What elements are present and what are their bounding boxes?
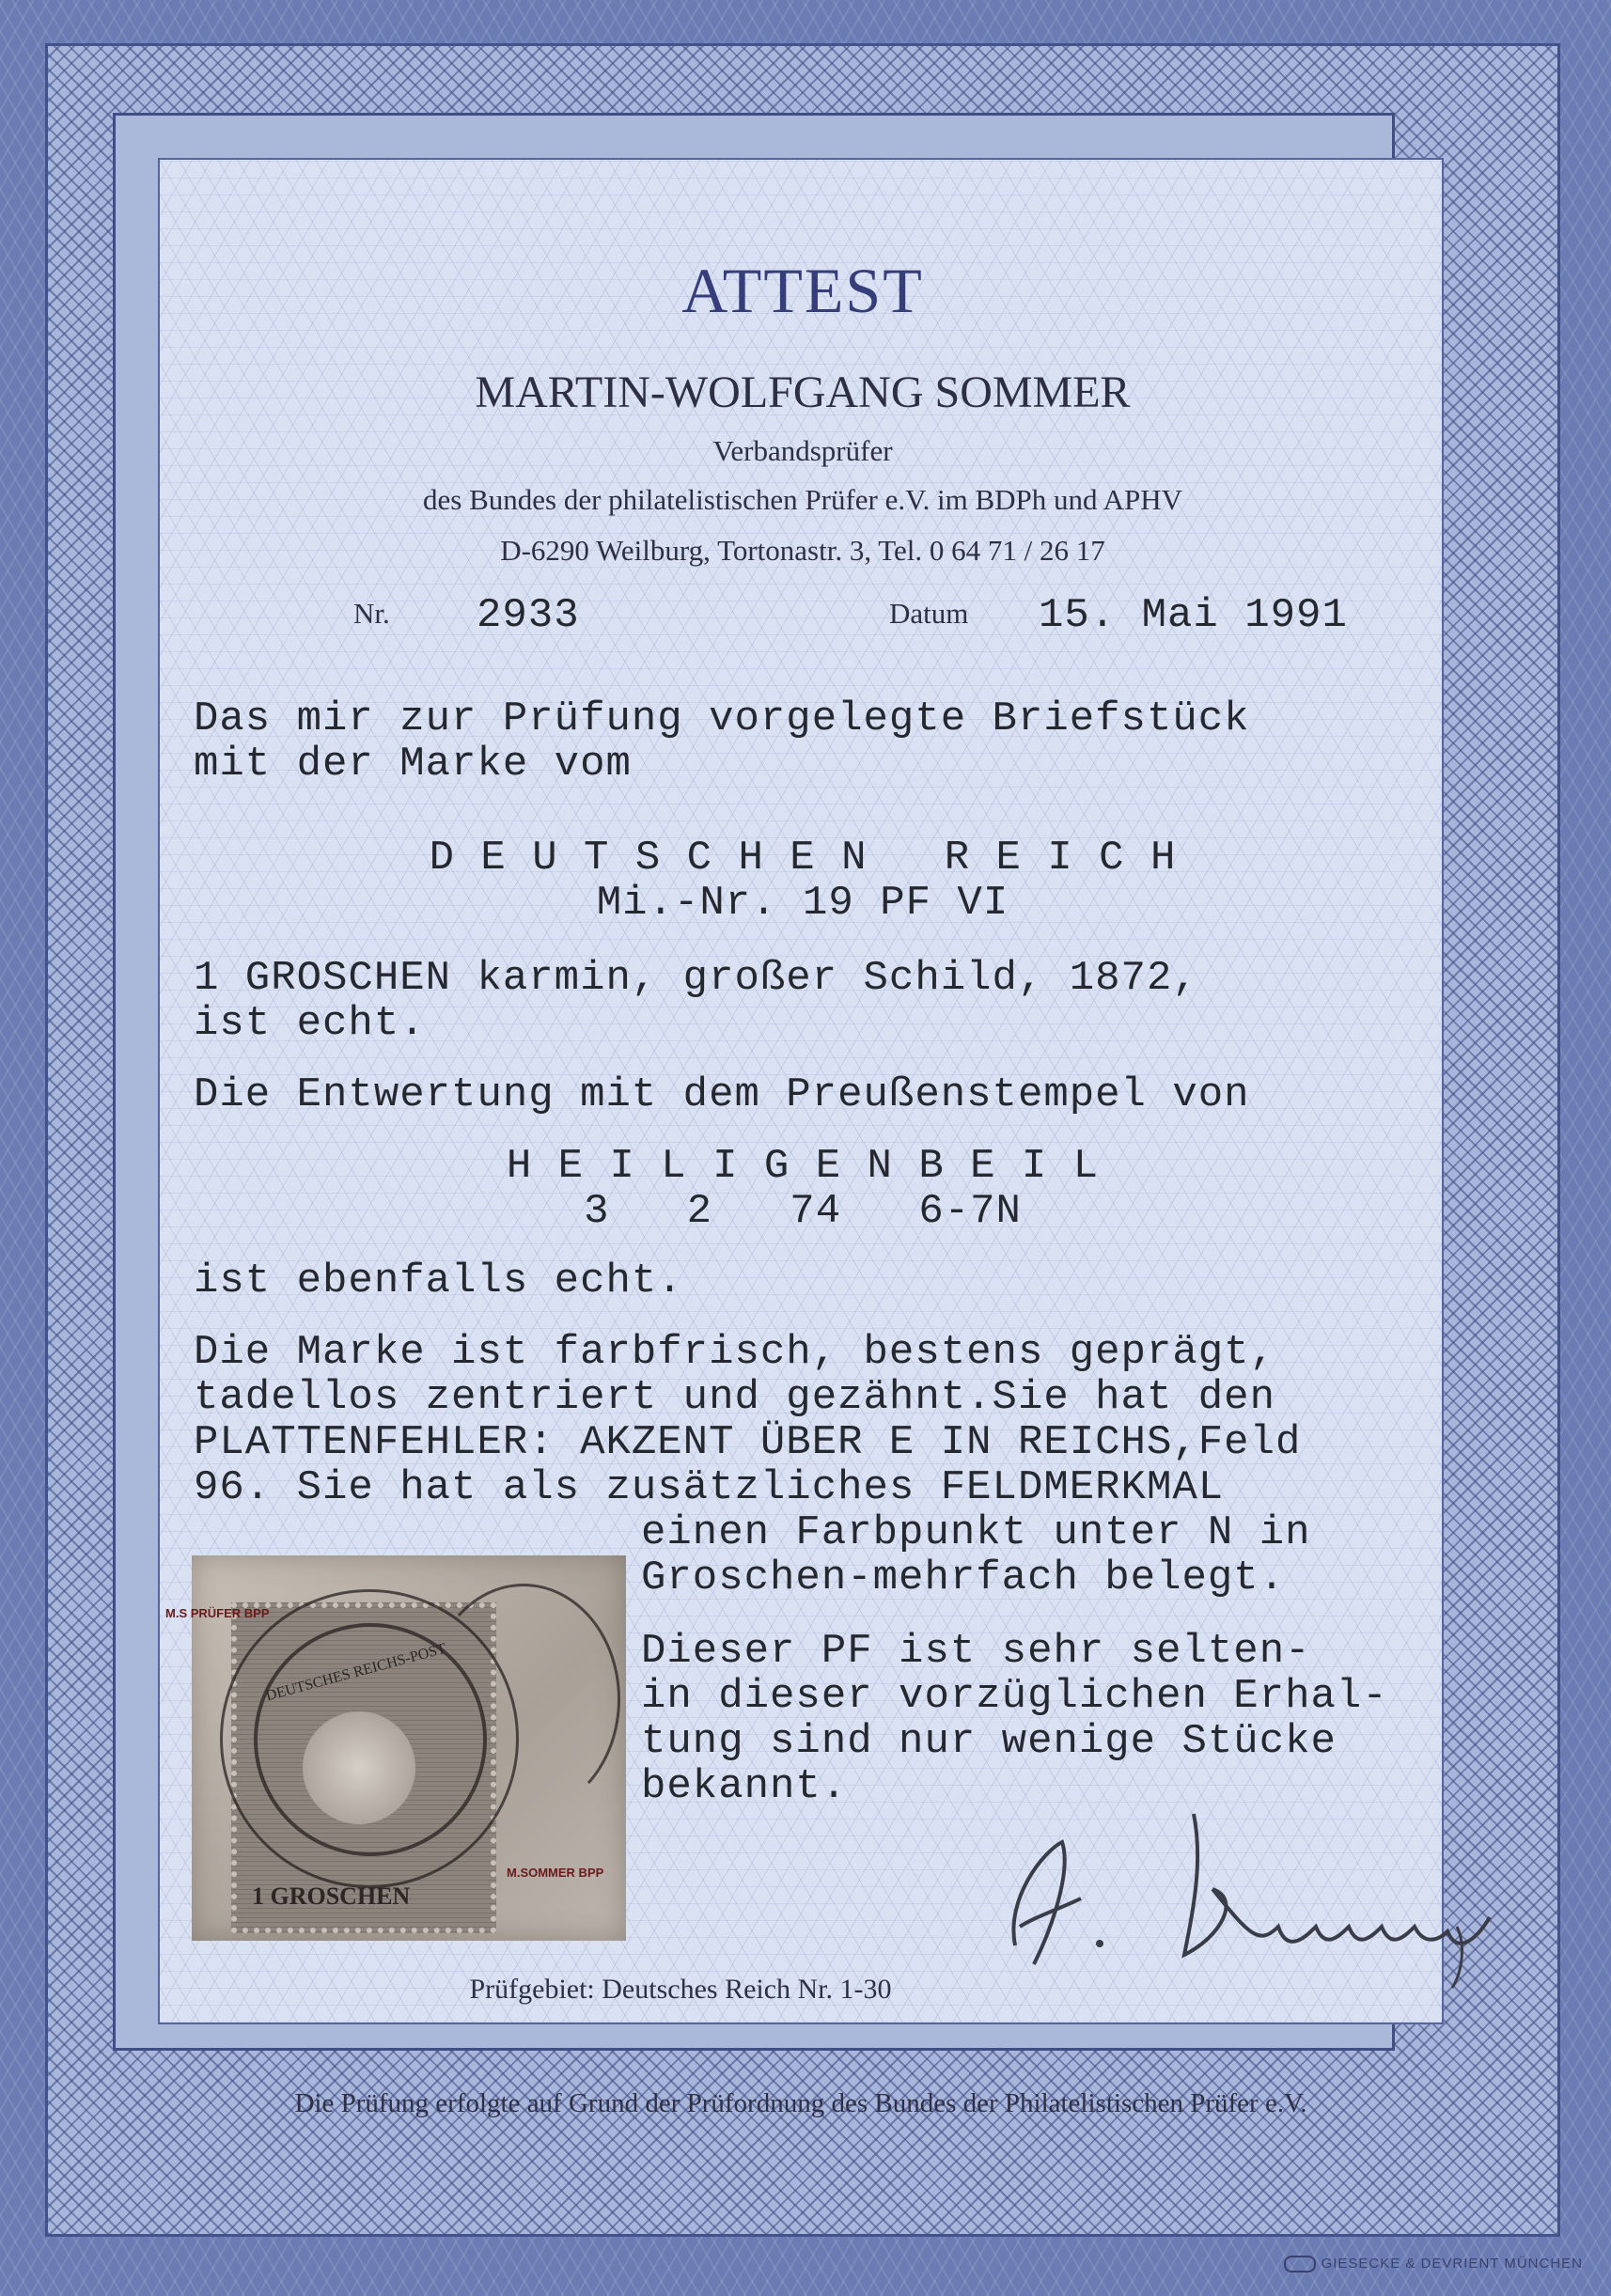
intro-line-2: mit der Marke vom xyxy=(194,741,632,788)
printer-imprint xyxy=(1284,2256,1583,2273)
examiner-role: Verbandsprüfer xyxy=(712,434,893,467)
description-line-1: 1 GROSCHEN karmin, großer Schild, 1872, xyxy=(194,955,1198,1002)
condition-line-3: PLATTENFEHLER: AKZENT ÜBER E IN REICHS,Feld xyxy=(194,1419,1302,1466)
country-name: D E U T S C H E N R E I C H xyxy=(429,835,1177,882)
examiner-signature xyxy=(978,1786,1504,1992)
rarity-line-3: tung sind nur wenige Stücke xyxy=(641,1718,1337,1765)
printer-name: GIESECKE & DEVRIENT MÜNCHEN xyxy=(1321,2256,1583,2272)
description-line-2: ist echt. xyxy=(194,1000,426,1047)
condition-line-6: Groschen-mehrfach belegt. xyxy=(641,1554,1286,1601)
examiner-address: D-6290 Weilburg, Tortonastr. 3, Tel. 0 64 71 / 26 17 xyxy=(500,534,1105,567)
examination-area: Prüfgebiet: Deutsches Reich Nr. 1-30 xyxy=(469,1974,892,2005)
rarity-line-4: bekannt. xyxy=(641,1763,848,1810)
condition-line-2: tadellos zentriert und gezähnt.Sie hat den xyxy=(194,1374,1275,1421)
stamp-value-text: 1 GROSCHEN xyxy=(252,1882,411,1910)
rarity-line-1: Dieser PF ist sehr selten- xyxy=(641,1628,1311,1675)
certificate-number: 2933 xyxy=(477,592,580,639)
expert-mark-left: M.S PRÜFER BPP xyxy=(165,1606,270,1620)
certificate-date: 15. Mai 1991 xyxy=(1039,592,1348,639)
examiner-association: des Bundes der philatelistischen Prüfer e.V. im BDPh und APHV xyxy=(423,483,1182,516)
certificate-title: ATTEST xyxy=(681,255,924,326)
condition-line-4: 96. Sie hat als zusätzliches FELDMERKMAL xyxy=(194,1464,1225,1511)
cancel-place: H E I L I G E N B E I L xyxy=(506,1143,1100,1190)
examiner-name: MARTIN-WOLFGANG SOMMER xyxy=(475,367,1131,417)
number-label: Nr. xyxy=(353,597,390,630)
catalog-number: Mi.-Nr. 19 PF VI xyxy=(596,880,1009,927)
cancel-genuine: ist ebenfalls echt. xyxy=(194,1257,683,1304)
condition-line-5: einen Farbpunkt unter N in xyxy=(641,1509,1311,1556)
certificate-paper xyxy=(158,158,1444,2024)
rarity-line-2: in dieser vorzüglichen Erhal- xyxy=(641,1673,1388,1720)
footer-note: Die Prüfung erfolgte auf Grund der Prüfordnung des Bundes der Philatelistischen Prüfer e.V. xyxy=(294,2088,1307,2118)
condition-line-1: Die Marke ist farbfrisch, bestens geprägt, xyxy=(194,1329,1275,1376)
expert-mark-right: M.SOMMER BPP xyxy=(507,1866,604,1880)
printer-logo-icon xyxy=(1284,2256,1316,2273)
intro-line-1: Das mir zur Prüfung vorgelegte Briefstück xyxy=(194,695,1250,742)
stamp-inscription: DEUTSCHES REICHS-POST xyxy=(264,1640,448,1705)
date-label: Datum xyxy=(889,597,969,630)
cancel-date: 3 2 74 6-7N xyxy=(584,1188,1022,1235)
second-cancellation-arc xyxy=(427,1584,620,1815)
cancel-intro: Die Entwertung mit dem Preußenstempel von xyxy=(194,1071,1250,1118)
stamp-photo xyxy=(165,1555,626,1941)
